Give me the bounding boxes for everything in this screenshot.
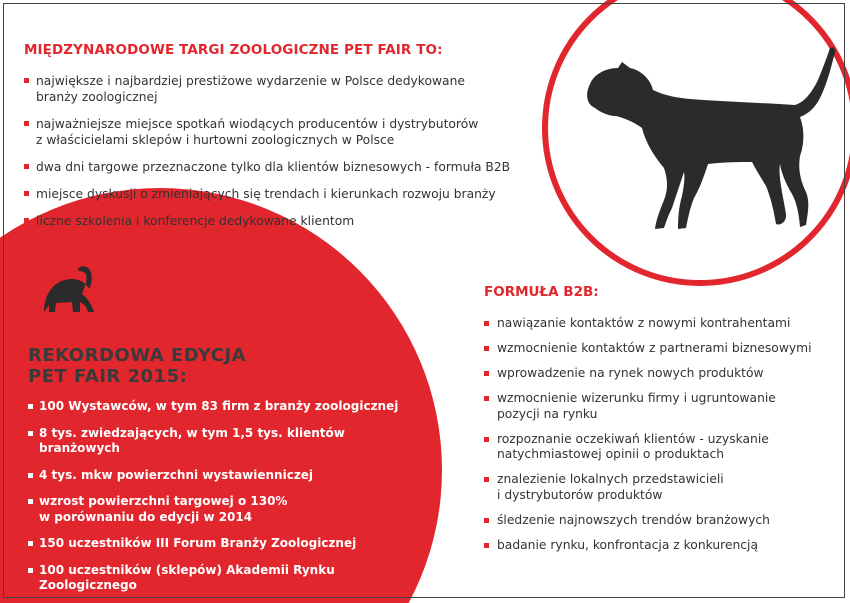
list-item-text: 100 Wystawców, w tym 83 firm z branży zoologicznej [39,399,399,413]
list-item-text: nawiązanie kontaktów z nowymi kontrahentami [497,316,791,330]
dog-silhouette-icon [587,47,835,229]
bullet-square-icon [28,404,33,409]
bullet-square-icon [28,499,33,504]
bullet-square-icon [28,431,33,436]
list-item-text: branży zoologicznej [36,90,158,104]
bullet-square-icon [24,121,29,126]
list-item-text: i dystrybutorów produktów [497,487,663,502]
list-item-text: 150 uczestników III Forum Branży Zoologicznej [39,536,357,550]
bullet-square-icon [484,477,489,482]
b2b-section [484,284,814,563]
bullet-square-icon [484,346,489,351]
list-item-text: rozpoznanie oczekiwań klientów - uzyskanie [497,431,769,446]
list-item [24,116,544,148]
list-item [24,73,544,105]
list-item [484,432,814,463]
list-item [484,391,814,422]
b2b-title: FORMUŁA B2B: [484,284,599,300]
about-list [24,73,544,229]
bullet-square-icon [28,473,33,478]
list-item [28,426,428,457]
list-item-text: w porównaniu do edycji w 2014 [39,509,253,524]
list-item [28,494,428,525]
list-item [484,341,814,357]
list-item-text: dwa dni targowe przeznaczone tylko dla klientów biznesowych - formuła B2B [36,160,511,174]
list-item-text: z właścicielami sklepów i hurtowni zoologicznych w Polsce [36,133,395,147]
list-item [28,399,428,415]
about-section [24,42,544,240]
record-edition-title [28,345,428,387]
about-title: MIĘDZYNARODOWE TARGI ZOOLOGICZNE PET FAIR TO: [24,42,443,58]
bullet-square-icon [24,164,29,169]
list-item [28,536,428,552]
record-edition-title-line2: PET FAIR 2015: [28,366,188,387]
list-item-text: miejsce dyskusji o zmieniających się trendach i kierunkach rozwoju branży [36,187,496,201]
list-item [484,366,814,382]
list-item-text: liczne szkolenia i konferencje dedykowane klientom [36,214,355,228]
list-item [24,186,544,202]
bullet-square-icon [484,321,489,326]
bullet-square-icon [28,568,33,573]
bullet-square-icon [484,396,489,401]
list-item-text: wzrost powierzchni targowej o 130% [39,494,288,508]
bullet-square-icon [484,371,489,376]
list-item-text: największe i najbardziej prestiżowe wydarzenie w Polsce dedykowane [36,74,465,88]
list-item-text: najważniejsze miejsce spotkań wiodących producentów i dystrybutorów [36,117,479,131]
list-item-text: znalezienie lokalnych przedstawicieli [497,472,724,486]
bullet-square-icon [484,518,489,523]
record-edition-section [28,345,428,603]
list-item [484,538,814,554]
list-item [24,159,544,175]
list-item-text: 8 tys. zwiedzających, w tym 1,5 tys. klientów branżowych [39,425,345,455]
bullet-square-icon [484,543,489,548]
list-item-text: wzmocnienie wizerunku firmy i ugruntowanie [497,391,776,405]
b2b-list [484,316,814,553]
list-item-text: 4 tys. mkw powierzchni wystawienniczej [39,467,314,482]
bullet-square-icon [24,191,29,196]
list-item-text: śledzenie najnowszych trendów branżowych [497,512,770,527]
list-item-text: pozycji na rynku [497,406,598,421]
list-item [484,513,814,529]
list-item-text: natychmiastowej opinii o produktach [497,447,725,461]
list-item-text: wzmocnienie kontaktów z partnerami biznesowymi [497,341,812,355]
list-item [24,213,544,229]
list-item-text: wprowadzenie na rynek nowych produktów [497,366,764,380]
list-item [28,468,428,484]
list-item-text: 100 uczestników (sklepów) Akademii Rynku Zoologicznego [39,562,335,592]
record-edition-title-line1: REKORDOWA EDYCJA [28,345,247,366]
bullet-square-icon [484,437,489,442]
bullet-square-icon [24,218,29,223]
record-edition-list [28,399,428,594]
bullet-square-icon [28,541,33,546]
list-item [28,563,428,594]
list-item [484,316,814,332]
list-item-text: badanie rynku, konfrontacja z konkurencją [497,537,759,552]
bullet-square-icon [24,78,29,83]
list-item [484,472,814,503]
